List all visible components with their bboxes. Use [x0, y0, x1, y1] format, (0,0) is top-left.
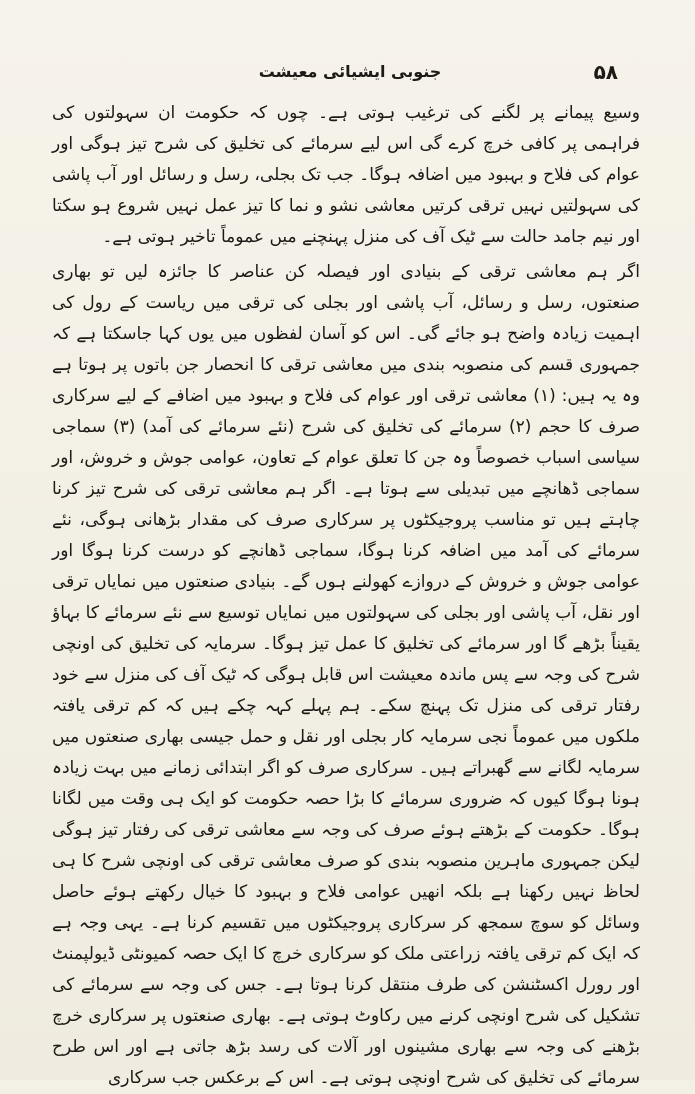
paragraph-1: وسیع پیمانے پر لگنے کی ترغیب ہوتی ہے۔ چوں کہ حکومت ان سہولتوں کی فراہمی پر کافی خرچ کرے گی اس لیے سرمائے کی تخلیق کی شرح تیز ہوگی اور عوام کی فلاح و بہبود میں اضافہ ہوگا۔ جب تک بجلی، رسل و رسائل اور آب پاشی کی سہولتیں نہیں ترقی کرتیں معاشی نشو و نما کا تیز عمل نہیں شروع ہو سکتا اور نیم جامد حالت سے ٹیک آف کی منزل پہنچنے میں عموماً تاخیر ہوتی ہے۔ [52, 103, 640, 247]
page-header [60, 56, 640, 90]
running-title: جنوبی ایشیائی معیشت [258, 62, 442, 81]
body-text [52, 98, 641, 1088]
page-number: ۵۸ [593, 60, 618, 84]
paragraph-2: اگر ہم معاشی ترقی کے بنیادی اور فیصلہ کن عناصر کا جائزہ لیں تو بھاری صنعتوں، رسل و رسائل، آب پاشی اور بجلی کی ترقی میں ریاست کے رول کی اہمیت زیادہ واضح ہو جائے گی۔ اس کو آسان لفظوں میں یوں کہا جاسکتا ہے کہ جمہوری قسم کی منصوبہ بندی میں معاشی ترقی کا انحصار جن باتوں پر ہوتا ہے وہ یہ ہیں: (۱) معاشی ترقی اور عوام کی فلاح و بہبود میں اضافے کے لیے سرکاری صرف کا حجم (۲) سرمائے کی تخلیق کی شرح (نئے سرمائے کی آمد) (۳) سماجی سیاسی اسباب خصوصاً وہ جن کا تعلق عوام کے تعاون، عوامی جوش و خروش، اور سماجی ڈھانچے میں تبدیلی سے ہوتا ہے۔ اگر ہم معاشی ترقی کی شرح تیز کرنا چاہتے ہیں تو مناسب پروجیکٹوں پر سرکاری صرف کی مقدار بڑھانی ہوگی، نئے سرمائے کی آمد میں اضافہ کرنا ہوگا، سماجی ڈھانچے کو درست کرنا ہوگا اور عوامی جوش و خروش کے دروازے کھولنے ہوں گے۔ بنیادی صنعتوں میں نمایاں ترقی اور نقل، آب پاشی اور بجلی کی سہولتوں میں نمایاں توسیع سے نئے سرمائے کا بہاؤ یقیناً بڑھے گا اور سرمائے کی تخلیق کا عمل تیز ہوگا۔ سرمایہ کی تخلیق کی اونچی شرح کی وجہ سے پس ماندہ معیشت اس قابل ہوگی کہ ٹیک آف کی منزل سے خود رفتار ترقی کی منزل تک پہنچ سکے۔ ہم پہلے کہہ چکے ہیں کہ کم ترقی یافتہ ملکوں میں عموماً نجی سرمایہ کار بجلی اور نقل و حمل جیسی بھاری صنعتوں میں سرمایہ لگانے سے گھبراتے ہیں۔ سرکاری صرف کو اگر ابتدائی زمانے میں بہت زیادہ ہونا ہوگا کیوں کہ ضروری سرمائے کا بڑا حصہ حکومت کو ایک ہی وقت میں لگانا ہوگا۔ حکومت کے بڑھتے ہوئے صرف کی وجہ سے معاشی ترقی کی رفتار تیز ہوگی لیکن جمہوری ماہرین منصوبہ بندی کو صرف معاشی ترقی کی اونچی شرح کا ہی لحاظ نہیں رکھنا ہے بلکہ انھیں عوامی فلاح و بہبود کا خیال رکھتے ہوئے حاصل وسائل کو سوچ سمجھ کر سرکاری پروجیکٹوں میں تقسیم کرنا ہے۔ یہی وجہ ہے کہ ایک کم ترقی یافتہ زراعتی ملک کو سرکاری خرچ کا ایک حصہ کمیونٹی ڈیولپمنٹ اور رورل اکسٹنشن کی طرف منتقل کرنا ہوتا ہے۔ جس کی وجہ سے سرمائے کی تشکیل کی شرح اونچی کرنے میں رکاوٹ ہوتی ہے۔ بھاری صنعتوں پر سرکاری خرچ بڑھنے کی وجہ سے بھاری مشینوں اور آلات کی رسد بڑھ جاتی ہے اور اس طرح سرمائے کی تخلیق کی شرح اونچی ہوتی ہے۔ اس کے برعکس جب سرکاری [52, 262, 641, 1088]
